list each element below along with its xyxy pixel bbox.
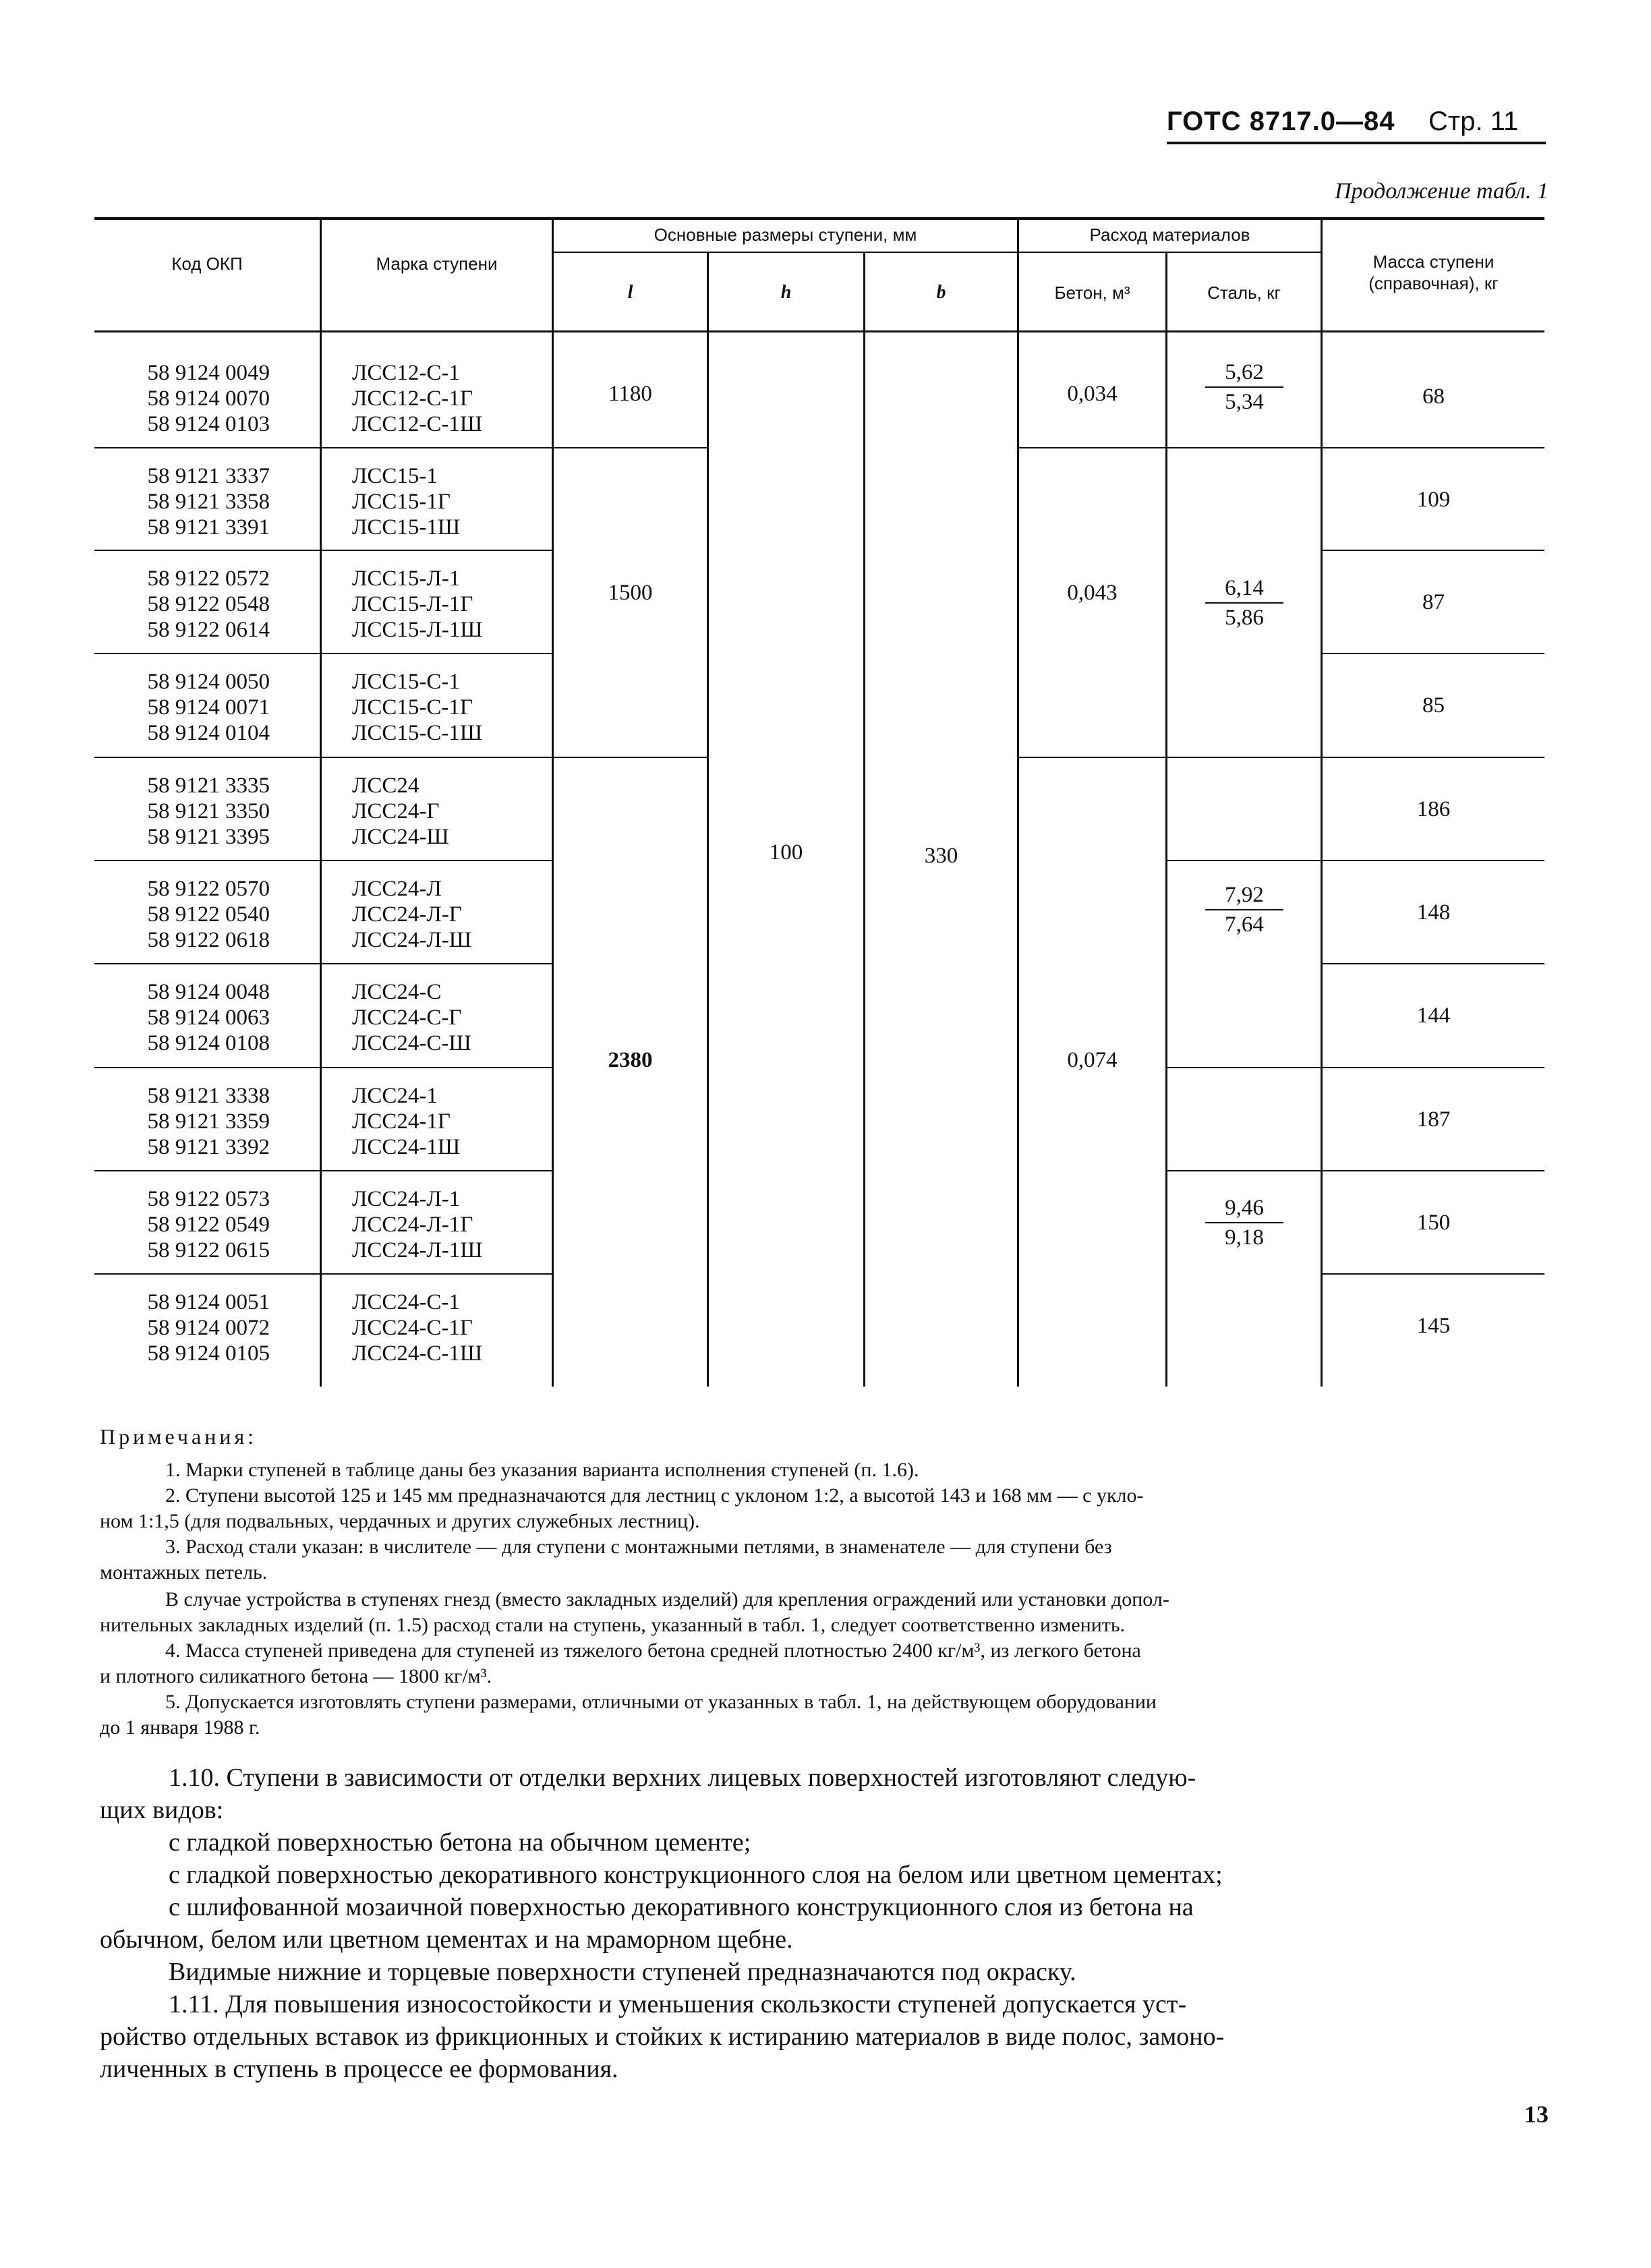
okp-code: 58 9124 0108 (147, 1031, 270, 1055)
step-mark: ЛСС15-С-1 (352, 670, 460, 694)
okp-code: 58 9122 0573 (147, 1187, 270, 1211)
para-1-10-note: Видимые нижние и торцевые поверхности ступеней предназначаются под окраску. (169, 1958, 1076, 1986)
step-mark: ЛСС15-1 (352, 464, 438, 488)
mark-cell (352, 566, 483, 643)
mark-cell (352, 1289, 482, 1366)
mass-value: 148 (1416, 900, 1451, 925)
mass-divider (1322, 447, 1544, 448)
col-header-h: h (780, 282, 792, 303)
note-3-line1: 3. Расход стали указан: в числителе — для ступени с монтажными петлями, в знаменателе — для ступени без (165, 1536, 1112, 1558)
step-mark: ЛСС24-Ш (352, 825, 449, 849)
fraction-bar (1205, 909, 1283, 910)
step-mark: ЛСС15-Л-1 (352, 566, 461, 591)
row-divider (94, 963, 553, 964)
mass-divider (1322, 860, 1544, 861)
steel-denominator: 9,18 (1225, 1225, 1264, 1250)
para-1-10-item3: с шлифованной мозаичной поверхностью декоративного конструкционного слоя из бетона на (169, 1893, 1194, 1921)
okp-code: 58 9124 0063 (147, 1006, 270, 1030)
mass-divider (1322, 963, 1544, 964)
table-continuation: Продолжение табл. 1 (1334, 179, 1548, 204)
standard-number: ГОТС 8717.0—84 (1167, 107, 1395, 136)
mass-divider (1322, 1067, 1544, 1068)
col-header-materials: Расход материалов (1089, 225, 1250, 245)
step-mark: ЛСС15-С-1Г (352, 695, 473, 720)
para-1-10-line1: 1.10. Ступени в зависимости от отделки верхних лицевых поверхностей изготовляют следую- (169, 1764, 1196, 1792)
para-1-11-line1: 1.11. Для повышения износостойкости и уменьшения скользкости ступеней допускается уст- (169, 1990, 1187, 2018)
mass-value: 186 (1416, 797, 1451, 821)
step-mark: ЛСС24-С-1Ш (352, 1341, 483, 1366)
step-mark: ЛСС12-С-1Г (352, 386, 473, 411)
note-3-line4: нительных закладных изделий (п. 1.5) расход стали на ступень, указанный в табл. 1, следует соответственно изменить. (100, 1614, 1126, 1636)
step-mark: ЛСС24-Л-1Ш (352, 1238, 483, 1262)
note-3-line3: В случае устройства в ступенях гнезд (вместо закладных изделий) для крепления ограждений или установки допол- (165, 1588, 1169, 1610)
b-value: 330 (924, 844, 958, 868)
step-mark: ЛСС24-С-Ш (352, 1031, 471, 1055)
col-header-mark: Марка ступени (376, 254, 498, 274)
step-mark: ЛСС24-С-1Г (352, 1316, 473, 1340)
col-header-concrete: Бетон, м³ (1054, 283, 1130, 303)
okp-code: 58 9124 0070 (147, 386, 270, 411)
okp-code: 58 9124 0048 (147, 980, 270, 1004)
steel-numerator: 6,14 (1225, 576, 1264, 600)
steel-numerator: 5,62 (1225, 360, 1264, 384)
col-rule (320, 220, 322, 1387)
steel-fraction-2 (1177, 575, 1312, 631)
code-cell (74, 1289, 270, 1366)
mass-divider (1322, 1170, 1544, 1171)
okp-code: 58 9121 3395 (147, 825, 270, 849)
okp-code: 58 9124 0105 (147, 1341, 270, 1366)
header-bottom-rule (94, 330, 1544, 332)
step-mark: ЛСС24-Л-Ш (352, 928, 472, 952)
para-1-11-line2: ройство отдельных вставок из фрикционных и стойких к истиранию материалов в виде полос, замоно- (100, 2023, 1225, 2051)
okp-code: 58 9121 3338 (147, 1084, 270, 1108)
okp-code: 58 9121 3335 (147, 774, 270, 798)
step-mark: ЛСС12-С-1 (352, 361, 460, 385)
mass-header-line1: Масса ступени (1372, 252, 1495, 272)
okp-code: 58 9124 0071 (147, 695, 270, 720)
row-divider (94, 757, 553, 758)
code-cell (74, 566, 270, 643)
concrete-value-2: 0,043 (1067, 581, 1118, 605)
col-rule (1165, 252, 1167, 1387)
step-mark: ЛСС15-Л-1Ш (352, 618, 483, 642)
okp-code: 58 9122 0615 (147, 1238, 270, 1262)
step-mark: ЛСС24-Л-1 (352, 1187, 461, 1211)
step-mark: ЛСС24-Л-1Г (352, 1213, 473, 1237)
steel-divider (1167, 860, 1322, 861)
mark-cell (352, 876, 471, 953)
okp-code: 58 9124 0072 (147, 1316, 270, 1340)
step-mark: ЛСС24-Л-Г (352, 902, 462, 927)
code-cell (74, 876, 270, 953)
mass-value: 68 (1422, 384, 1445, 409)
okp-code: 58 9121 3392 (147, 1135, 270, 1159)
mark-cell (352, 669, 482, 746)
code-cell (74, 1083, 270, 1160)
step-mark: ЛСС15-1Ш (352, 515, 461, 540)
step-mark: ЛСС24-С (352, 980, 442, 1004)
code-cell (74, 463, 270, 540)
row-divider (94, 1170, 553, 1171)
note-4-line2: и плотного силикатного бетона — 1800 кг/м³. (100, 1665, 492, 1687)
steel-divider (1167, 1170, 1322, 1171)
code-cell (74, 669, 270, 746)
okp-code: 58 9121 3350 (147, 799, 270, 823)
okp-code: 58 9124 0049 (147, 361, 270, 385)
col-header-steel: Сталь, кг (1207, 283, 1281, 303)
note-3-line2: монтажных петель. (100, 1561, 268, 1583)
steel-divider (1167, 447, 1322, 448)
para-1-11-line3: личенных в ступень в процессе ее формования. (100, 2055, 618, 2083)
h-value: 100 (769, 840, 803, 865)
mark-cell (352, 773, 449, 850)
steel-numerator: 7,92 (1225, 883, 1264, 907)
step-mark: ЛСС24-С-Г (352, 1006, 462, 1030)
okp-code: 58 9121 3359 (147, 1109, 270, 1134)
l-divider (553, 447, 708, 448)
okp-code: 58 9124 0050 (147, 670, 270, 694)
step-mark: ЛСС24-1 (352, 1084, 438, 1108)
row-divider (94, 653, 553, 654)
fraction-bar (1205, 1222, 1283, 1223)
mark-cell (352, 1083, 460, 1160)
page-number: 13 (1524, 2101, 1548, 2128)
steel-divider (1167, 1067, 1322, 1068)
step-mark: ЛСС24-1Г (352, 1109, 451, 1134)
note-1: 1. Марки ступеней в таблице даны без указания варианта исполнения ступеней (п. 1.6). (165, 1459, 919, 1481)
para-1-10-item1: с гладкой поверхностью бетона на обычном цементе; (169, 1828, 751, 1857)
steel-fraction-1 (1177, 359, 1312, 415)
okp-code: 58 9122 0618 (147, 928, 270, 952)
para-1-10-item3-cont: обычном, белом или цветном цементах и на мраморном щебне. (100, 1925, 793, 1954)
note-5-line2: до 1 января 1988 г. (100, 1716, 260, 1739)
mass-value: 150 (1416, 1211, 1451, 1235)
step-mark: ЛСС15-Л-1Г (352, 592, 473, 616)
mass-value: 187 (1416, 1107, 1451, 1132)
okp-code: 58 9124 0104 (147, 721, 270, 745)
concrete-divider (1018, 757, 1167, 758)
step-mark: ЛСС24 (352, 774, 419, 798)
step-mark: ЛСС15-1Г (352, 490, 451, 514)
header-rule (1167, 142, 1546, 144)
l-divider (553, 757, 708, 758)
step-mark: ЛСС24-Г (352, 799, 440, 823)
mass-divider (1322, 757, 1544, 758)
okp-code: 58 9122 0570 (147, 877, 270, 901)
okp-code: 58 9124 0103 (147, 412, 270, 436)
col-header-code: Код ОКП (171, 254, 243, 274)
l-value-1500: 1500 (608, 581, 653, 605)
note-5-line1: 5. Допускается изготовлять ступени размерами, отличными от указанных в табл. 1, на действующем оборудовании (165, 1691, 1157, 1713)
mass-header-line2: (справочная), кг (1368, 273, 1499, 293)
steel-denominator: 7,64 (1225, 912, 1264, 937)
col-header-dims: Основные размеры ступени, мм (654, 225, 917, 245)
col-rule (863, 252, 865, 1387)
okp-code: 58 9121 3358 (147, 490, 270, 514)
steel-fraction-3 (1177, 882, 1312, 937)
code-cell (74, 360, 270, 437)
mark-cell (352, 979, 471, 1056)
col-header-l: l (627, 282, 633, 303)
concrete-divider (1018, 447, 1167, 448)
fraction-bar (1205, 602, 1283, 604)
concrete-value-1: 0,034 (1067, 382, 1118, 406)
steel-denominator: 5,86 (1225, 606, 1264, 630)
mass-value: 85 (1422, 693, 1445, 718)
step-mark: ЛСС12-С-1Ш (352, 412, 483, 436)
mark-cell (352, 360, 482, 437)
steel-numerator: 9,46 (1225, 1196, 1264, 1220)
steel-fraction-4 (1177, 1195, 1312, 1250)
l-value-2380: 2380 (608, 1048, 653, 1072)
code-cell (74, 1186, 270, 1263)
para-1-10-line2: щих видов: (100, 1796, 224, 1824)
fraction-bar (1205, 386, 1283, 388)
okp-code: 58 9122 0549 (147, 1213, 270, 1237)
okp-code: 58 9122 0548 (147, 592, 270, 616)
okp-code: 58 9122 0572 (147, 566, 270, 591)
table-top-rule (94, 217, 1544, 220)
mark-cell (352, 463, 460, 540)
page-label: Стр. 11 (1428, 107, 1519, 136)
l-value-1180: 1180 (608, 382, 652, 406)
code-cell (74, 979, 270, 1056)
mass-value: 145 (1416, 1314, 1451, 1338)
code-cell (74, 773, 270, 850)
note-2-line1: 2. Ступени высотой 125 и 145 мм предназначаются для лестниц с уклоном 1:2, а высотой 143 и 168 мм — с укло- (165, 1484, 1144, 1507)
row-divider (94, 447, 553, 448)
row-divider (94, 1067, 553, 1068)
header-sub-rule (553, 252, 1322, 253)
okp-code: 58 9122 0540 (147, 902, 270, 927)
step-mark: ЛСС24-С-1 (352, 1290, 460, 1314)
row-divider (94, 860, 553, 861)
mass-value: 87 (1422, 590, 1445, 614)
mass-divider (1322, 1273, 1544, 1275)
okp-code: 58 9121 3337 (147, 464, 270, 488)
concrete-value-3: 0,074 (1067, 1048, 1118, 1072)
okp-code: 58 9122 0614 (147, 618, 270, 642)
col-header-mass (1323, 251, 1544, 294)
mark-cell (352, 1186, 483, 1263)
col-rule (707, 252, 709, 1387)
mass-divider (1322, 550, 1544, 551)
col-header-b: b (936, 282, 946, 303)
note-4-line1: 4. Масса ступеней приведена для ступеней из тяжелого бетона средней плотностью 2400 кг/м³, из легкого бетона (165, 1639, 1141, 1662)
mass-value: 144 (1416, 1004, 1451, 1028)
row-divider (94, 550, 553, 551)
row-divider (94, 1273, 553, 1275)
mass-value: 109 (1416, 488, 1451, 512)
step-mark: ЛСС24-Л (352, 877, 442, 901)
steel-divider (1167, 757, 1322, 758)
okp-code: 58 9121 3391 (147, 515, 270, 540)
step-mark: ЛСС15-С-1Ш (352, 721, 483, 745)
para-1-10-item2: с гладкой поверхностью декоративного конструкционного слоя на белом или цветном цементах; (169, 1861, 1223, 1889)
note-2-line2: ном 1:1,5 (для подвальных, чердачных и других служебных лестниц). (100, 1510, 700, 1532)
mass-divider (1322, 653, 1544, 654)
okp-code: 58 9124 0051 (147, 1290, 270, 1314)
notes-title: Примечания: (100, 1424, 258, 1449)
step-mark: ЛСС24-1Ш (352, 1135, 461, 1159)
steel-denominator: 5,34 (1225, 390, 1264, 414)
